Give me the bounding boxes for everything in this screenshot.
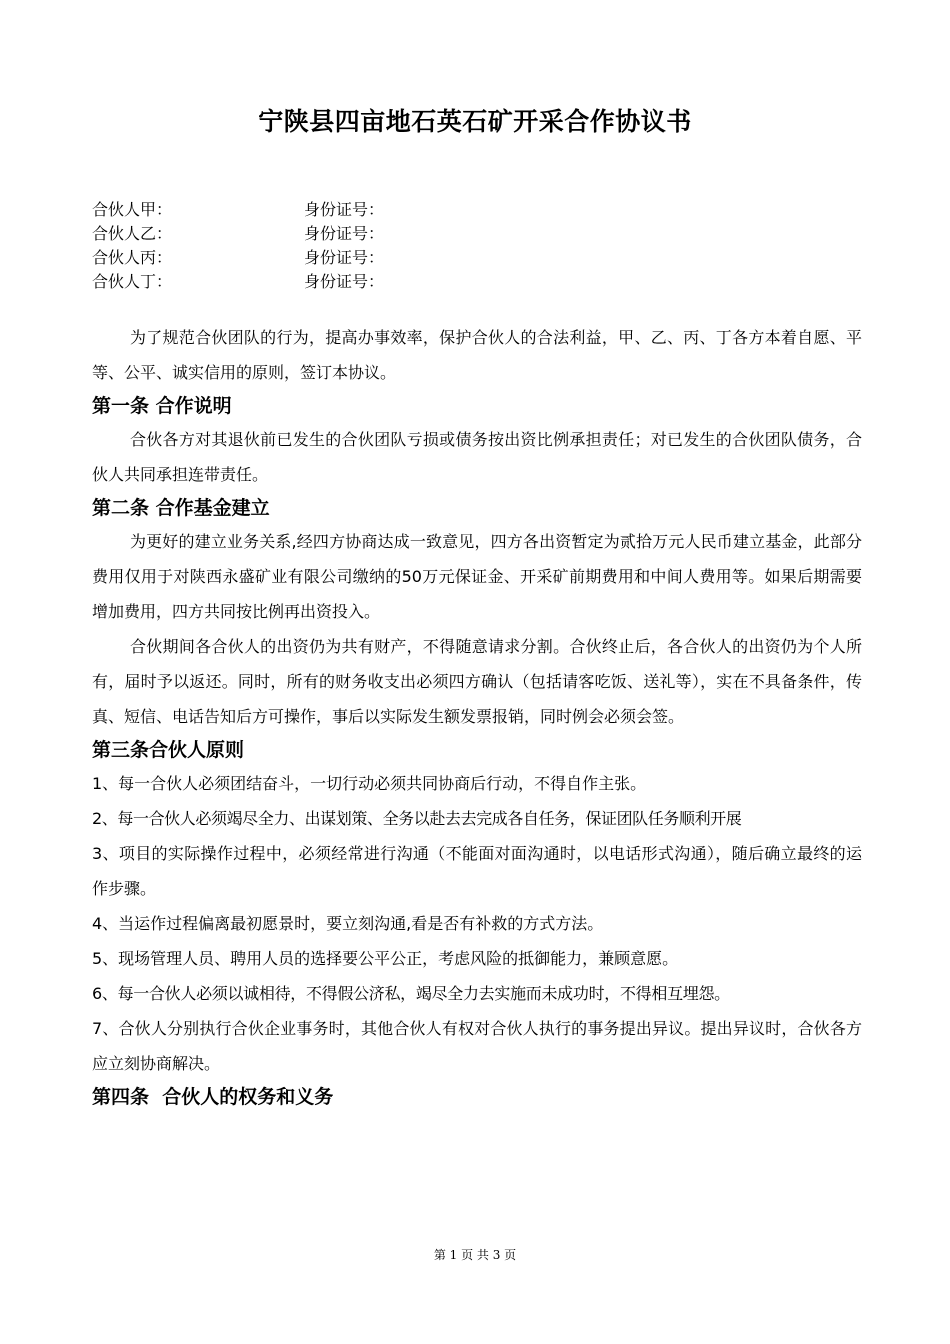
party-row-c — [92, 246, 692, 270]
principle-item-1: 1、每一合伙人必须团结奋斗，一切行动必须共同协商后行动，不得自作主张。 — [92, 774, 647, 793]
section-2-paragraph-1: 为更好的建立业务关系,经四方协商达成一致意见，四方各出资暂定为贰拾万元人民币建立基金，此部分费用仅用于对陕西永盛矿业有限公司缴纳的50万元保证金、开采矿前期费用和中间人费用等。如果后期需要增加费用，四方共同按比例再出资投入。 — [92, 532, 862, 621]
principle-item-6: 6、每一合伙人必须以诚相待，不得假公济私，竭尽全力去实施而未成功时，不得相互埋怨。 — [92, 984, 730, 1003]
id-number-label: 身份证号： — [304, 200, 385, 219]
section-heading-1: 第一条 合作说明 — [92, 395, 232, 417]
intro-paragraph: 为了规范合伙团队的行为，提高办事效率，保护合伙人的合法利益，甲、乙、丙、丁各方本着自愿、平等、公平、诚实信用的原则，签订本协议。 — [92, 328, 862, 382]
party-list — [92, 198, 692, 294]
document-title: 宁陕县四亩地石英石矿开采合作协议书 — [258, 107, 692, 136]
section-heading-3: 第三条合伙人原则 — [92, 739, 245, 761]
party-row-d — [92, 270, 692, 294]
section-heading-4: 第四条 合伙人的权务和义务 — [92, 1086, 334, 1108]
party-label: 合伙人丙： — [92, 248, 173, 267]
id-number-label: 身份证号： — [304, 224, 385, 243]
section-heading-2: 第二条 合作基金建立 — [92, 497, 270, 519]
id-number-label: 身份证号： — [304, 248, 385, 267]
section-2-paragraph-2: 合伙期间各合伙人的出资仍为共有财产，不得随意请求分割。合伙终止后，各合伙人的出资仍为个人所有，届时予以返还。同时，所有的财务收支出必须四方确认（包括请客吃饭、送礼等），实在不具备条件，传真、短信、电话告知后方可操作，事后以实际发生额发票报销，同时例会必须会签。 — [92, 637, 862, 726]
id-number-label: 身份证号： — [304, 272, 385, 291]
party-label: 合伙人丁： — [92, 272, 173, 291]
party-label: 合伙人乙： — [92, 224, 173, 243]
principle-item-3: 3、项目的实际操作过程中，必须经常进行沟通（不能面对面沟通时，以电话形式沟通），随后确立最终的运作步骤。 — [92, 844, 862, 898]
principle-item-2: 2、每一合伙人必须竭尽全力、出谋划策、全务以赴去去完成各自任务，保证团队任务顺利开展 — [92, 809, 742, 828]
principle-item-7: 7、合伙人分别执行合伙企业事务时，其他合伙人有权对合伙人执行的事务提出异议。提出异议时，合伙各方应立刻协商解决。 — [92, 1019, 862, 1073]
party-label: 合伙人甲： — [92, 200, 173, 219]
document-body — [92, 320, 862, 1113]
section-1-paragraph: 合伙各方对其退伙前已发生的合伙团队亏损或债务按出资比例承担责任；对已发生的合伙团队债务，合伙人共同承担连带责任。 — [92, 430, 862, 484]
page-footer: 第 1 页 共 3 页 — [433, 1248, 517, 1262]
party-row-b — [92, 222, 692, 246]
party-row-a — [92, 198, 692, 222]
principle-item-4: 4、当运作过程偏离最初愿景时，要立刻沟通,看是否有补救的方式方法。 — [92, 914, 604, 933]
principle-item-5: 5、现场管理人员、聘用人员的选择要公平公正，考虑风险的抵御能力，兼顾意愿。 — [92, 949, 679, 968]
